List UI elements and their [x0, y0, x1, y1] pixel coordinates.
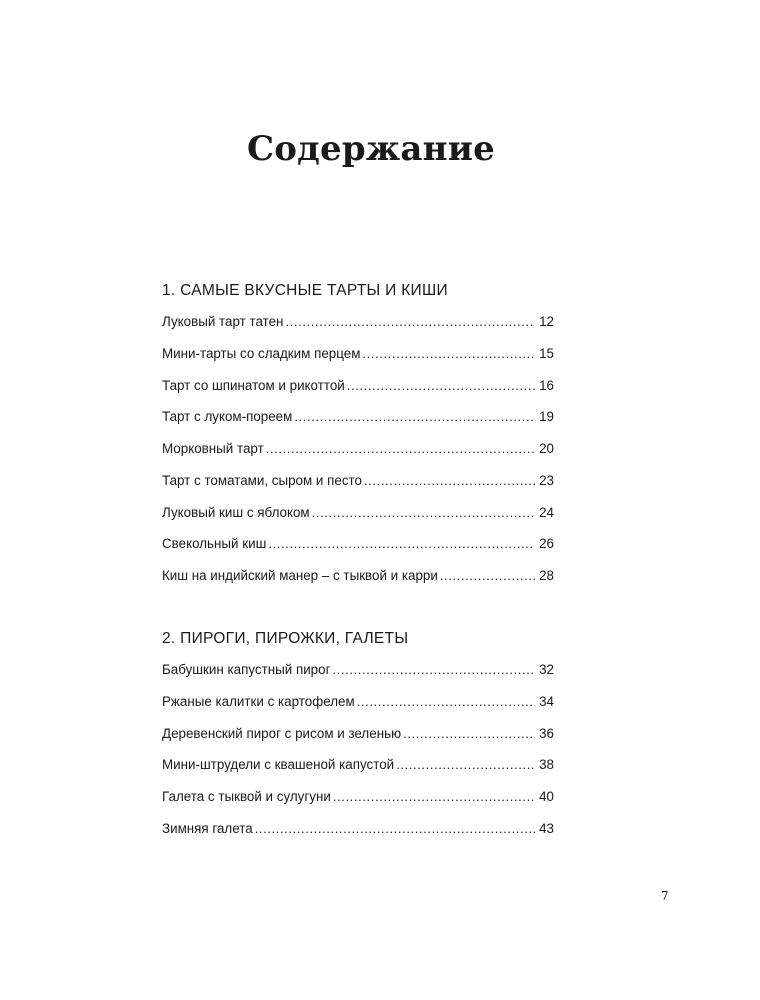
toc-entry-page: 28: [539, 568, 554, 583]
toc-entry: [162, 408, 554, 440]
toc-entry-title: Деревенский пирог с рисом и зеленью: [162, 725, 402, 741]
dot-leader: [357, 693, 535, 711]
toc-entry: [162, 313, 554, 345]
toc-entry-page: 34: [539, 693, 554, 709]
toc-entry-page: 26: [539, 536, 554, 552]
page-number: 7: [661, 889, 669, 903]
toc-entry-title: Морковный тарт: [162, 441, 264, 456]
toc-entry-title: Тарт с томатами, сыром и песто: [162, 472, 362, 488]
toc-entry: [162, 345, 554, 377]
toc-entry-title: Ржаные калитки с картофелем: [162, 693, 355, 709]
toc-entry-page: 15: [539, 345, 554, 361]
toc-entry-page: 32: [539, 662, 554, 677]
toc-entry-title: Мини-штрудели с квашеной капустой: [162, 757, 395, 773]
toc-entry-page: 40: [539, 789, 554, 804]
toc-entry: [162, 567, 554, 599]
toc-entry: [162, 693, 554, 725]
toc-entry-title: Свекольный киш: [162, 536, 267, 552]
dot-leader: [364, 472, 535, 490]
toc-entry: [162, 377, 554, 409]
dot-leader: [285, 313, 535, 331]
toc-section-1: [162, 281, 554, 599]
dot-leader: [362, 345, 535, 363]
dot-leader: [255, 820, 535, 838]
toc-entry: [162, 504, 554, 536]
toc-entry-title: Зимняя галета: [162, 820, 253, 836]
section-heading: 1. САМЫЕ ВКУСНЫЕ ТАРТЫ И КИШИ: [162, 282, 448, 299]
dot-leader: [266, 440, 535, 458]
dot-leader: [396, 756, 535, 774]
toc-entry-title: Киш на индийский манер – с тыквой и карри: [162, 568, 438, 583]
dot-leader: [333, 788, 535, 806]
toc-entry-title: Бабушкин капустный пирог: [162, 662, 331, 677]
page-title: Содержание: [247, 129, 495, 169]
toc-entry-page: 24: [539, 504, 554, 520]
toc-entry-page: 20: [539, 441, 554, 456]
toc-entry-page: 43: [539, 820, 554, 836]
dot-leader: [294, 408, 535, 426]
toc-entry-page: 19: [539, 409, 554, 425]
dot-leader: [332, 661, 535, 679]
dot-leader: [347, 377, 535, 395]
dot-leader: [403, 725, 535, 743]
section-heading: 2. ПИРОГИ, ПИРОЖКИ, ГАЛЕТЫ: [162, 630, 409, 647]
dot-leader: [268, 535, 535, 553]
toc-entry-page: 23: [539, 472, 554, 488]
toc-list: [162, 313, 554, 599]
toc-entry: [162, 756, 554, 788]
toc-entry: [162, 535, 554, 567]
toc-entry-title: Мини-тарты со сладким перцем: [162, 345, 361, 361]
toc-entry-title: Тарт с луком-пореем: [162, 409, 293, 425]
toc-entry-page: 36: [539, 725, 554, 741]
toc-entry-page: 12: [539, 314, 554, 329]
toc-entry-title: Луковый тарт татен: [162, 314, 284, 329]
toc-entry-page: 16: [539, 377, 554, 393]
toc-entry-title: Луковый киш с яблоком: [162, 504, 310, 520]
dot-leader: [440, 567, 535, 585]
toc-entry: [162, 788, 554, 820]
toc-entry: [162, 661, 554, 693]
toc-entry: [162, 440, 554, 472]
toc-entry-title: Галета с тыквой и сулугуни: [162, 789, 331, 804]
toc-entry: [162, 725, 554, 757]
toc-list: [162, 661, 554, 852]
toc-entry-title: Тарт со шпинатом и рикоттой: [162, 377, 345, 393]
toc-entry: [162, 472, 554, 504]
toc-entry-page: 38: [539, 757, 554, 773]
toc-section-2: [162, 629, 554, 852]
toc-entry: [162, 820, 554, 852]
dot-leader: [312, 504, 535, 522]
